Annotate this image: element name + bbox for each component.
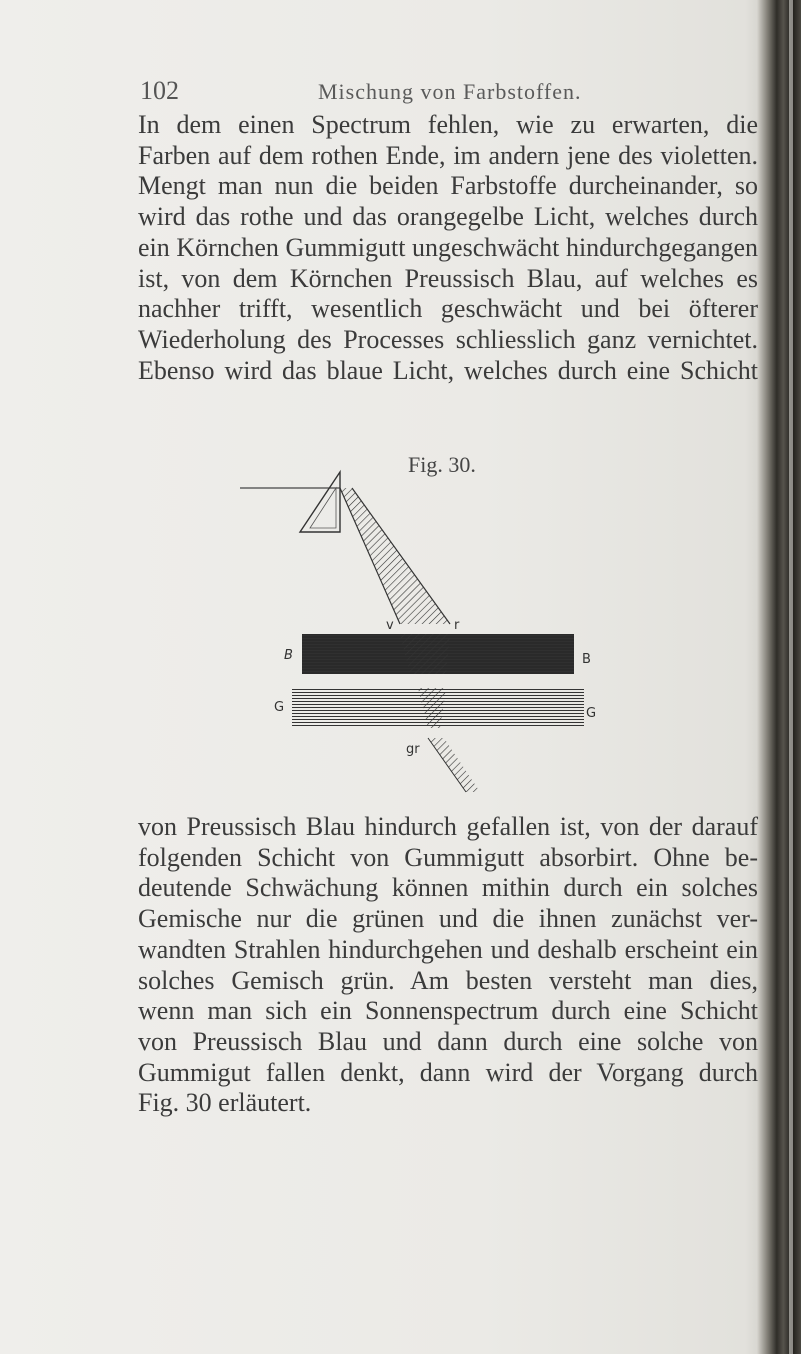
label-b-left: B <box>284 648 293 663</box>
book-binding-edge <box>757 0 801 1354</box>
figure-30 <box>240 452 600 802</box>
text-line: Fig. 30 erläutert. <box>138 1088 312 1118</box>
figure-caption: Fig. 30. <box>408 452 476 477</box>
prism <box>300 472 340 532</box>
spectrum-beam <box>340 488 450 624</box>
text-line: Wiederholung des Processes schliesslich ganz vernichtet. <box>138 324 758 354</box>
text-line: wird das rothe und das orangegelbe Licht, welches durch <box>138 202 758 232</box>
label-g-right: G <box>586 706 597 721</box>
text-line: von Preussisch Blau und dann durch eine solche von <box>138 1026 758 1056</box>
label-gr: gr <box>406 742 420 757</box>
text-line: In dem einen Spectrum fehlen, wie zu erwarten, die <box>138 110 758 139</box>
prism-inner <box>310 488 336 528</box>
text-line: ist, von dem Körnchen Preussisch Blau, auf welches es <box>138 263 758 293</box>
paragraph-bottom <box>138 812 758 1119</box>
text-line: folgenden Schicht von Gummigutt absorbirt. Ohne be- <box>138 842 758 872</box>
transmitted-beam <box>428 738 480 792</box>
text-line: ein Körnchen Gummigutt ungeschwächt hindurchgegangen <box>138 232 758 262</box>
prism-diagram <box>240 452 600 802</box>
text-line: Gemische nur die grünen und die ihnen zunächst ver- <box>138 904 758 934</box>
binding-highlight <box>789 0 793 1354</box>
running-head: Mischung von Farbstoffen. <box>318 79 582 104</box>
paragraph-top <box>138 110 758 386</box>
label-r: r <box>454 618 460 633</box>
text-line: Farben auf dem rothen Ende, im andern jene des violetten. <box>138 140 758 170</box>
text-line: solches Gemisch grün. Am besten versteht man dies, <box>138 965 758 995</box>
label-v: v <box>386 618 394 633</box>
label-g-left: G <box>274 700 285 715</box>
text-line: Gummigut fallen denkt, dann wird der Vorgang durch <box>138 1057 758 1087</box>
text-line: von Preussisch Blau hindurch gefallen ist, von der darauf <box>138 812 758 841</box>
text-line: nachher trifft, wesentlich geschwächt und bei öfterer <box>138 294 758 324</box>
text-line: wenn man sich ein Sonnenspectrum durch eine Schicht <box>138 996 758 1026</box>
text-line: Ebenso wird das blaue Licht, welches durch eine Schicht <box>138 355 758 385</box>
label-b-right: B <box>582 652 591 667</box>
text-line: wandten Strahlen hindurchgehen und deshalb erscheint ein <box>138 934 758 964</box>
text-line: Mengt man nun die beiden Farbstoffe durcheinander, so <box>138 171 758 201</box>
text-line: deutende Schwächung können mithin durch ein solches <box>138 873 758 903</box>
page-number: 102 <box>140 76 179 105</box>
